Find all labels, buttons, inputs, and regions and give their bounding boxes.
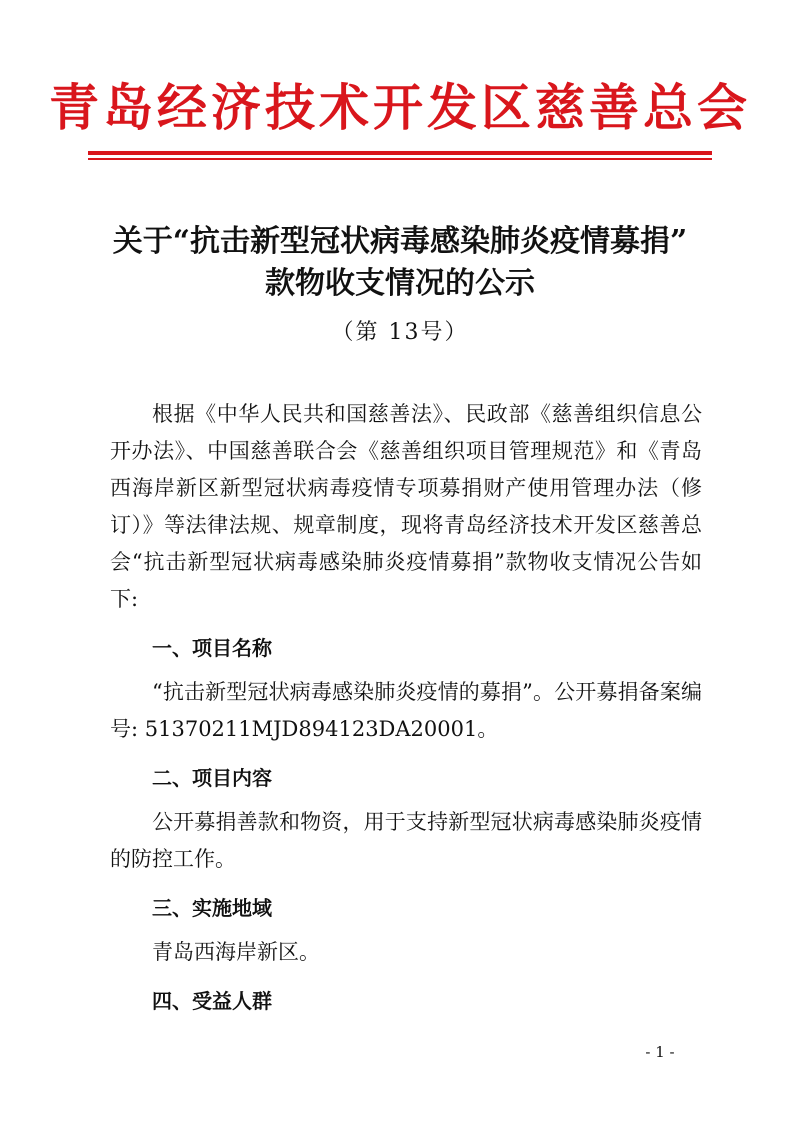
document-body [110,396,702,1027]
section-text-implementation-area: 青岛西海岸新区。 [152,940,320,964]
section-heading-project-content: 二、项目内容 [152,766,272,790]
section-text-project-content: 公开募捐善款和物资，用于支持新型冠状病毒感染肺炎疫情的防控工作。 [110,810,702,871]
header-rule-thick [88,151,712,155]
section-text-project-name: “抗击新型冠状病毒感染肺炎疫情的募捐”。公开募捐备案编号: 51370211MJD894123DA20001。 [110,680,702,741]
section-heading-project-name: 一、项目名称 [152,636,272,660]
header-rule-thin [88,158,712,160]
section-heading-beneficiaries: 四、受益人群 [152,989,272,1013]
document-number: （第 13号） [331,320,469,345]
page-number: - 1 - [645,1043,675,1061]
intro-paragraph: 根据《中华人民共和国慈善法》、民政部《慈善组织信息公开办法》、中国慈善联合会《慈善组织项目管理规范》和《青岛西海岸新区新型冠状病毒疫情专项募捐财产使用管理办法（修订）》等法律法规、规章制度，现将青岛经济技术开发区慈善总会“抗击新型冠状病毒感染肺炎疫情募捐”款物收支情况公告如下: [110,402,702,611]
section-heading-implementation-area: 三、实施地域 [152,896,272,920]
document-title-line-1: 关于“抗击新型冠状病毒感染肺炎疫情募捐” [112,224,688,259]
document-title-line-2: 款物收支情况的公示 [265,266,535,301]
organization-header: 青岛经济技术开发区慈善总会 [49,78,751,137]
